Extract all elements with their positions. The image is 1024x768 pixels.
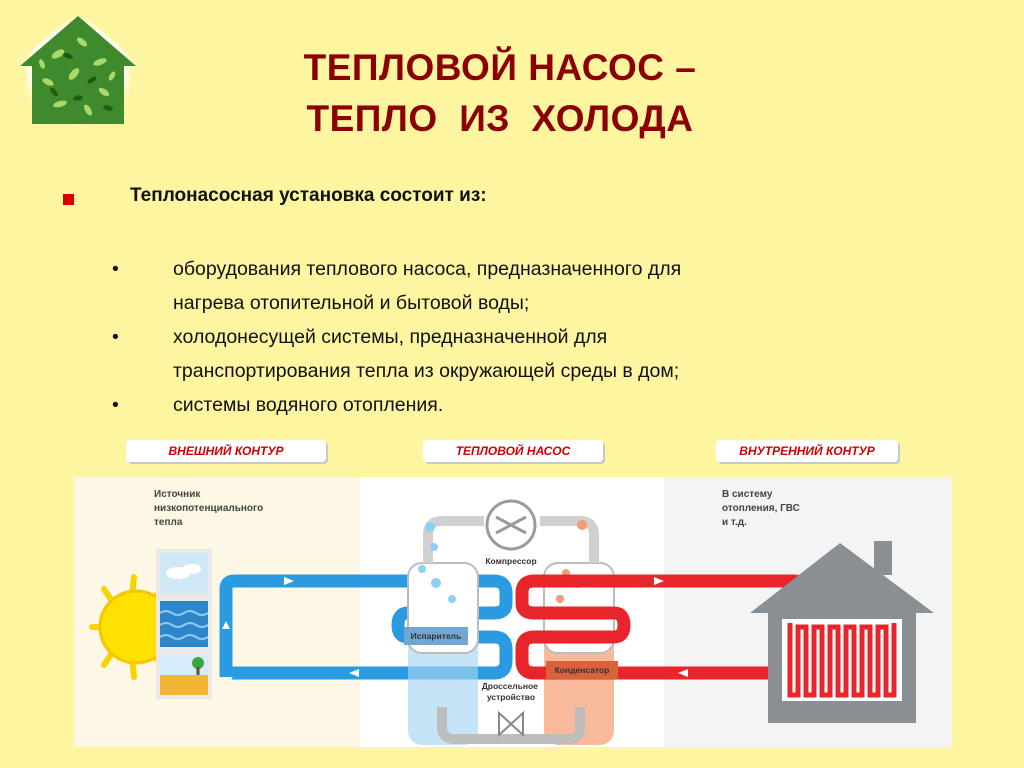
list-item [112,252,872,320]
section-labels [0,436,1024,466]
throttle-label [482,681,541,702]
external-circuit-label: ВНЕШНИЙ КОНТУР [126,440,326,462]
bullet-marker: • [112,258,119,280]
list-item-line: транспортирования тепла из окружающей среды в дом; [173,360,680,382]
intro-text: Теплонасосная установка состоит из: [130,185,487,206]
list-item-line: нагрева отопительной и бытовой воды; [173,292,530,314]
list-item [112,320,872,388]
heat-pump-label: ТЕПЛОВОЙ НАСОС [423,440,603,462]
heat-source-label-line: низкопотенциального [154,503,264,514]
heat-pump-diagram [74,477,952,747]
output-label-line: В систему [722,489,773,500]
evaporator-label: Испаритель [410,631,462,641]
heat-pump-schematic [74,477,952,747]
list-item-line: оборудования теплового насоса, предназначенного для [173,258,682,280]
bullet-marker: • [112,326,119,348]
leaf-house-icon [8,4,148,134]
bullet-list [112,252,872,422]
heat-source-label-line: Источник [154,489,201,500]
heat-source-column [156,549,212,699]
compressor-label: Компрессор [485,556,537,566]
output-label-line: отопления, ГВС [722,503,800,514]
page-title [200,42,800,144]
title-line-1: ТЕПЛОВОЙ НАСОС – [303,47,697,88]
list-item-line: системы водяного отопления. [173,394,444,416]
output-label-line: и т.д. [722,517,747,528]
compressor-icon [487,501,535,549]
condenser-label: Конденсатор [554,665,610,675]
title-line-2: ТЕПЛО ИЗ ХОЛОДА [306,98,694,139]
square-bullet-icon [63,194,74,205]
bullet-marker: • [112,394,119,416]
logo [8,4,148,134]
throttle-label-line: устройство [486,692,536,702]
list-item-line: холодонесущей системы, предназначенной для [173,326,608,348]
internal-circuit-label: ВНУТРЕННИЙ КОНТУР [716,440,898,462]
throttle-label-line: Дроссельное [481,681,538,691]
list-item [112,388,872,422]
heat-source-label-line: тепла [154,517,183,528]
